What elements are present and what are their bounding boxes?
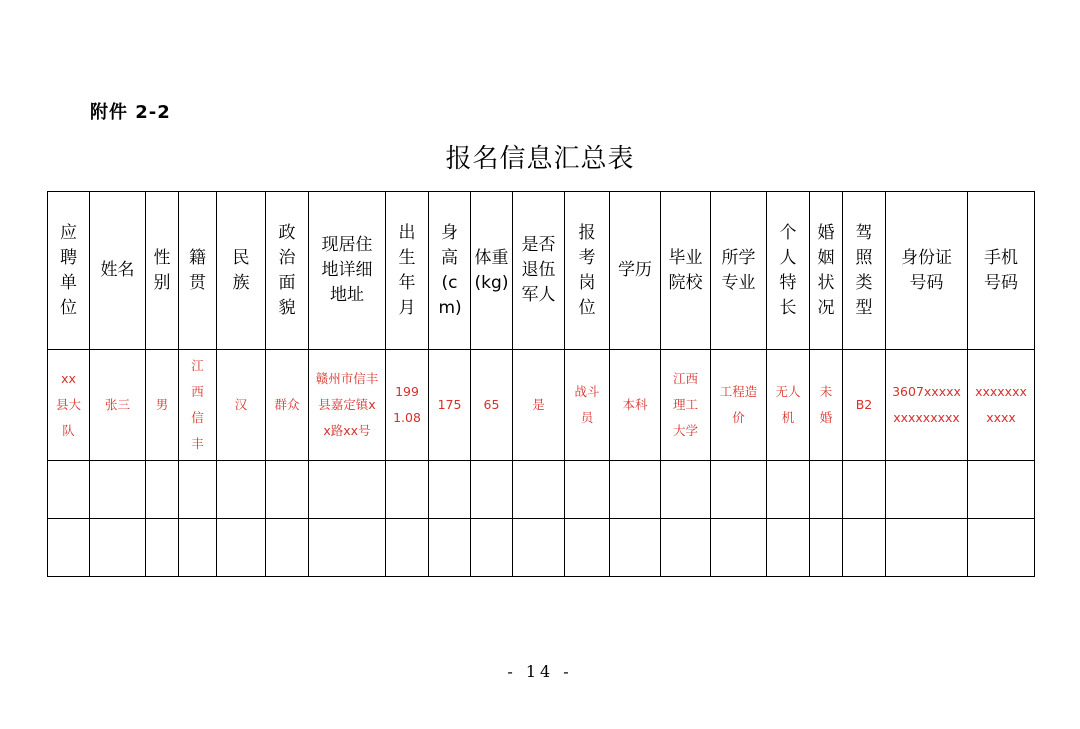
header-cell: 学历 — [618, 260, 652, 280]
table-cell: 江西理工大学 — [672, 371, 698, 438]
page-title: 报名信息汇总表 — [445, 144, 635, 174]
table-cell: 175 — [437, 397, 462, 412]
header-cell: 姓名 — [100, 260, 135, 280]
header-cell: 驾照类型 — [855, 222, 873, 318]
header-cell: 政治面貌 — [278, 222, 296, 318]
header-cell: 身份证号码 — [901, 247, 952, 293]
table-cell: B2 — [855, 397, 873, 412]
table-cell: 本科 — [622, 397, 648, 412]
table-cell: 65 — [483, 397, 500, 412]
header-cell: 应聘单位 — [60, 222, 77, 318]
header-cell: 所学专业 — [721, 247, 756, 293]
header-cell: 毕业院校 — [668, 247, 703, 293]
header-cell: 是否退伍军人 — [521, 235, 556, 305]
header-cell: 籍贯 — [189, 247, 206, 293]
header-cell: 婚姻状况 — [817, 222, 835, 318]
table-cell: 江西信丰 — [191, 358, 204, 451]
table-cell: xx县大队 — [55, 371, 81, 438]
header-cell: 民族 — [232, 247, 250, 293]
header-cell: 手机号码 — [984, 247, 1018, 293]
header-cell: 现居住地详细地址 — [321, 235, 373, 305]
table-cell: 未婚 — [819, 384, 833, 425]
table-cell: 汉 — [234, 397, 248, 412]
table-cell: 是 — [532, 397, 545, 412]
empty-row — [48, 461, 1035, 519]
table-cell: 工程造价 — [719, 384, 758, 425]
header-cell: 出生年月 — [398, 222, 416, 318]
table-cell: 战斗员 — [574, 384, 600, 425]
page-number: - 14 - — [507, 662, 573, 681]
header-cell: 个人特长 — [779, 222, 797, 318]
table-cell: 1991.08 — [393, 384, 421, 425]
table-cell: 赣州市信丰县嘉定镇xx路xx号 — [315, 371, 379, 438]
header-cell: 身高(cm) — [438, 222, 462, 318]
header-cell: 体重(kg) — [474, 247, 509, 293]
header-row — [48, 192, 1035, 350]
attachment-label: 附件 2-2 — [90, 102, 171, 123]
table-cell: 3607xxxxxxxxxxxxxx — [892, 384, 961, 425]
table-cell: 张三 — [104, 397, 130, 412]
table-cell: 无人机 — [775, 384, 801, 425]
example-row — [48, 350, 1035, 461]
header-cell: 性别 — [153, 247, 171, 293]
header-cell: 报考岗位 — [578, 222, 596, 318]
empty-row — [48, 519, 1035, 577]
table-cell: xxxxxxxxxxx — [975, 384, 1027, 425]
registration-summary-table — [47, 191, 1035, 577]
table-cell: 群众 — [274, 397, 300, 412]
table-cell: 男 — [155, 397, 169, 412]
